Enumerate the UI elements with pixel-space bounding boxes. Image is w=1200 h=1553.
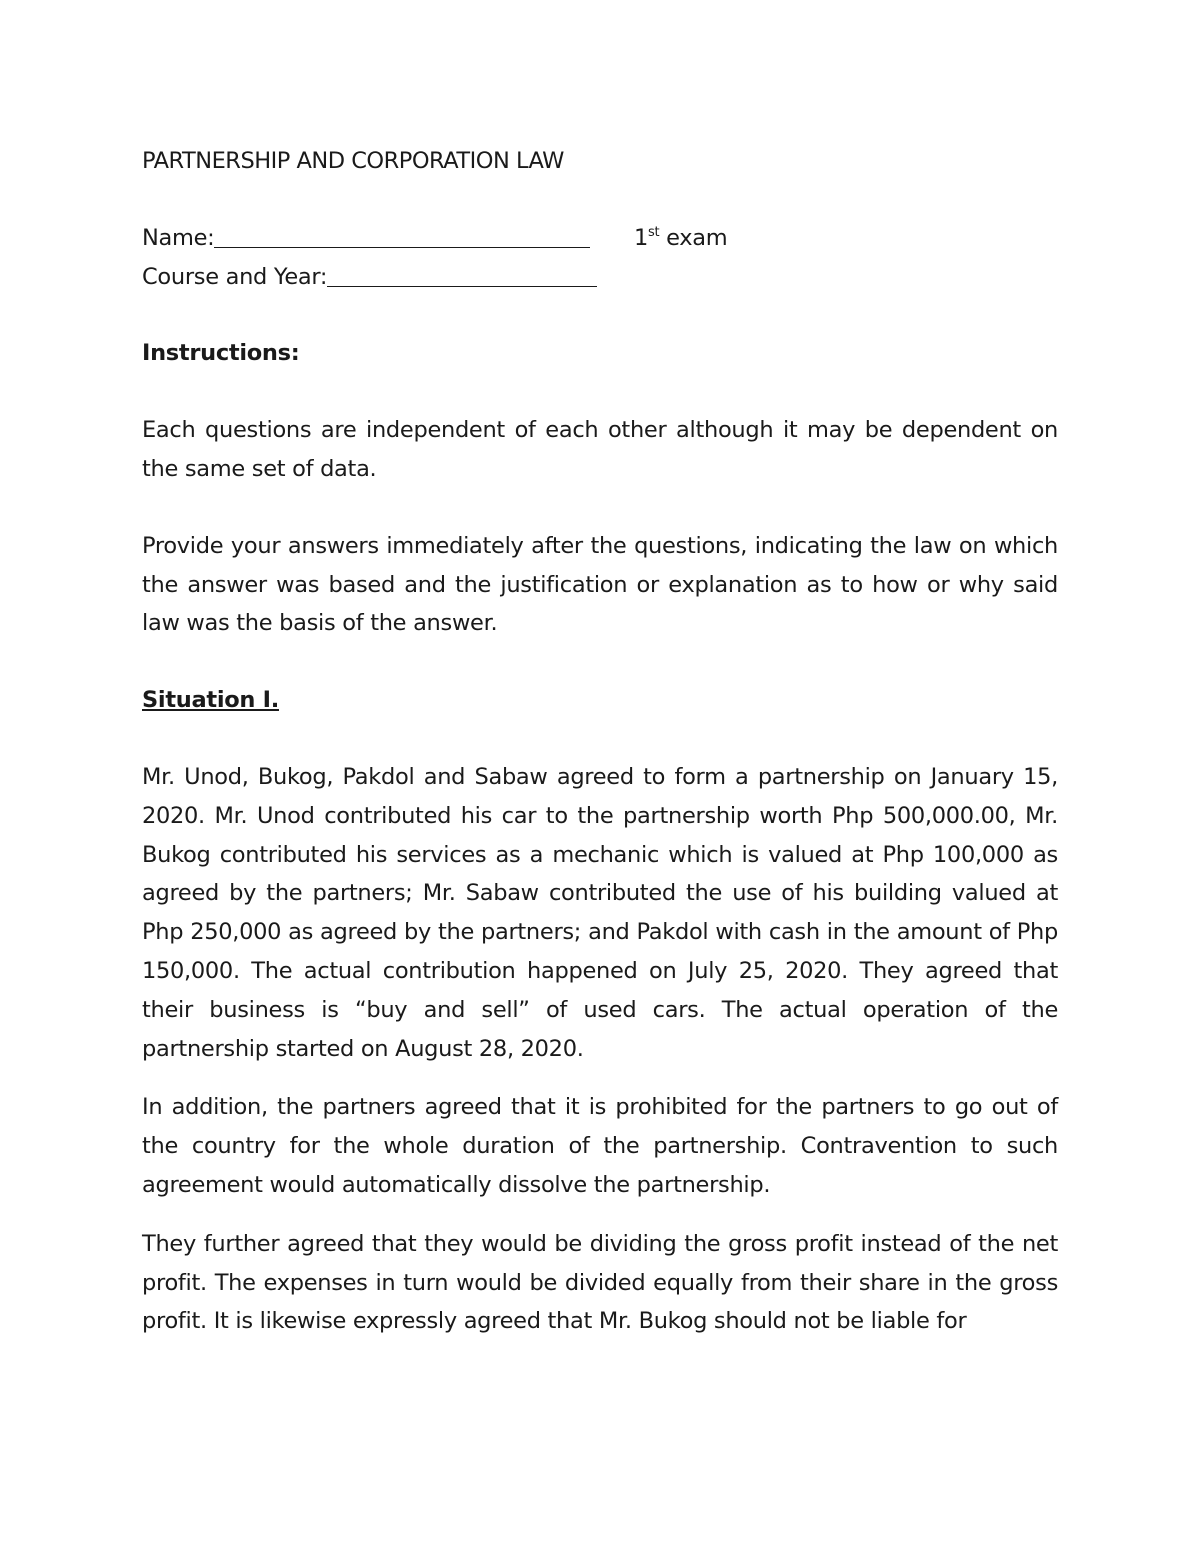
situation-paragraph-2: In addition, the partners agreed that it is prohibited for the partners to go out of the country for the whole duration of the partnership. Contravention to such agreement would automatically dissolve the partnership. (142, 1094, 1058, 1198)
exam-ordinal-suffix: st (648, 224, 660, 240)
situation-heading: Situation I. (142, 687, 279, 714)
exam-word: exam (659, 224, 728, 251)
course-label: Course and Year: (142, 263, 328, 290)
situation-paragraph-1: Mr. Unod, Bukog, Pakdol and Sabaw agreed to form a partnership on January 15, 2020. Mr. Unod contributed his car to the partnership worth Php 500,000.00, Mr. Bukog contributed his services as a mechanic which is valued at Php 100,000 as agreed by the partners; Mr. Sabaw contributed the use of his building valued at Php 250,000 as agreed by the partners; and Pakdol with cash in the amount of Php 150,000. The actual contribution happened on July 25, 2020. They agreed that their business is “buy and sell” of used cars. The actual operation of the partnership started on August 28, 2020. (142, 763, 1058, 1062)
instructions-heading: Instructions: (142, 340, 300, 367)
name-field-row (142, 219, 1058, 258)
situation-paragraph-3: They further agreed that they would be dividing the gross profit instead of the net profit. The expenses in turn would be divided equally from their share in the gross profit. It is likewise expressly agreed that Mr. Bukog should not be liable for (142, 1230, 1058, 1335)
instruction-paragraph-2: Provide your answers immediately after the questions, indicating the law on which the answer was based and the justification or explanation as to how or why said law was the basis of the answer. (142, 532, 1058, 637)
course-field-row (142, 258, 1058, 297)
exam-label (634, 219, 727, 258)
name-label: Name: (142, 224, 215, 251)
document-content (142, 142, 1058, 1341)
name-blank-line (214, 219, 590, 248)
exam-number: 1 (634, 224, 649, 251)
instruction-paragraph-1: Each questions are independent of each other although it may be dependent on the same set of data. (142, 417, 1058, 482)
course-blank-line (327, 258, 597, 287)
document-title: PARTNERSHIP AND CORPORATION LAW (142, 148, 564, 174)
